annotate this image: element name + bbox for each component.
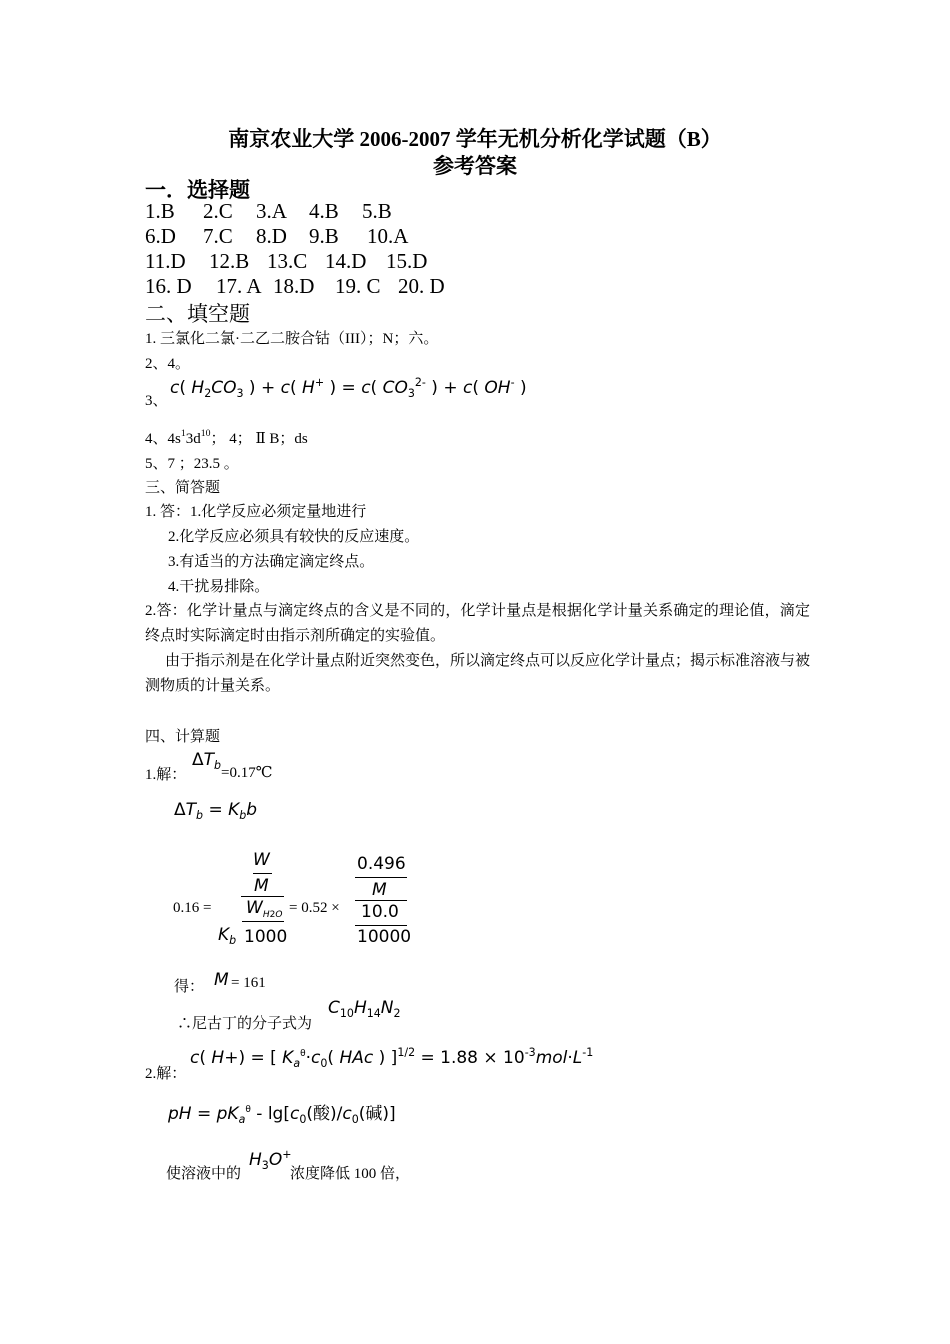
calc-2-label: 2.解：: [145, 1066, 187, 1082]
base-label: 碱: [365, 1104, 383, 1124]
final-text-prefix: 使溶液中的: [166, 1166, 242, 1182]
hydronium-formula: $H_3O^+$: [249, 1148, 292, 1172]
frac-m: M: [254, 876, 269, 896]
short-answer-1-item: 4.干扰易排除。: [168, 579, 270, 595]
frac-1000: 1000: [244, 927, 288, 947]
choice-answer: 20. D: [398, 274, 445, 298]
charge-balance-equation: c( $H_2CO_3$ ) + c( H+ ) = c( $CO_3^{2-}$ ) + c( OH- ): [170, 376, 527, 400]
choice-answer: 6.D: [145, 224, 176, 248]
fill-answer-4: [145, 427, 308, 448]
section-heading-short: 三、简答题: [145, 480, 221, 496]
choice-answer: 19. C: [335, 274, 381, 298]
ebullioscopic-formula: $\Delta T_b = K_bb$: [174, 800, 258, 822]
nicotine-formula: $C_{10}H_{14}N_2$: [328, 998, 401, 1020]
choice-answer: 5.B: [362, 199, 392, 223]
boiling-point-elevation: $\Delta T_b$: [192, 750, 222, 772]
frac-mass: 0.496: [357, 854, 406, 874]
electron-config: 3d: [185, 431, 201, 447]
conclusion-text: ∴尼古丁的分子式为: [177, 1016, 313, 1032]
choice-answer: 16. D: [145, 274, 192, 298]
document-title: 南京农业大学 2006-2007 学年无机分析化学试题（B）: [228, 127, 722, 151]
choice-row-1: [145, 199, 392, 224]
electron-config: 4、4s: [145, 431, 181, 447]
electron-config: 1: [180, 428, 186, 439]
choice-answer: 18.D: [273, 274, 315, 298]
frac-w-h2o: $W_{H2O}$: [246, 898, 283, 920]
frac-w: W: [253, 850, 270, 870]
result-value: = 161: [231, 975, 266, 991]
electron-config: ； 4； Ⅱ B；ds: [210, 431, 308, 447]
choice-answer: 10.A: [367, 224, 409, 248]
choice-row-3: [145, 249, 427, 274]
short-answer-2: 2.答：化学计量点与滴定终点的含义是不同的，化学计量点是根据化学计量关系确定的理论值，滴定终点时实际滴定时由指示剂所确定的实验值。: [145, 603, 810, 644]
h-concentration-value: = 1.88 × 10: [420, 1048, 525, 1068]
delta-t-value: =0.17℃: [221, 765, 273, 781]
h-concentration-equation: c( H+) = [ $K_a^\theta\cdot c_0$( HAc ) ]$^{1/2} = 1.88 \times 10^{-3}mol\cdot L^{-1}$: [190, 1046, 594, 1070]
choice-answer: 12.B: [209, 249, 250, 273]
choice-answer: 3.A: [256, 199, 287, 223]
fill-answer-1: 1. 三氯化二氯·二乙二胺合钴（III）；N；六。: [145, 331, 439, 347]
ph-buffer-equation: pH = $pK_a^\theta - \lg[c_0$(酸)$/c_0$(碱)]: [168, 1104, 396, 1126]
choice-row-2: [145, 224, 408, 249]
fill-answer-2: 2、4。: [145, 356, 191, 372]
frac-volume: 10.0: [361, 902, 399, 922]
choice-row-4: [145, 274, 445, 299]
choice-answer: 1.B: [145, 199, 175, 223]
equation-lhs: 0.16 =: [173, 900, 212, 916]
frac-10000: 10000: [357, 927, 412, 947]
section-heading-calc: 四、计算题: [145, 729, 221, 745]
section-heading-fill: 二、填空题: [145, 302, 250, 326]
result-molar-mass-symbol: M: [214, 970, 229, 990]
choice-answer: 4.B: [309, 199, 339, 223]
choice-answer: 9.B: [309, 224, 339, 248]
short-answer-1-item: 2.化学反应必须具有较快的反应速度。: [168, 529, 420, 545]
result-prefix: 得：: [174, 979, 205, 995]
short-answer-1-item: 3.有适当的方法确定滴定终点。: [168, 554, 375, 570]
final-text-suffix: 浓度降低 100 倍，: [290, 1166, 411, 1182]
fill-answer-5: 5、7 ；23.5 。: [145, 456, 239, 472]
electron-config: 10: [200, 428, 211, 439]
choice-answer: 14.D: [325, 249, 367, 273]
short-answer-2-continued: 由于指示剂是在化学计量点附近突然变色，所以滴定终点可以反应化学计量点；揭示标准溶液与被测物质的计量关系。: [145, 653, 811, 694]
frac-molar-mass: M: [372, 880, 387, 900]
choice-answer: 13.C: [267, 249, 308, 273]
calc-1-label: 1.解：: [145, 767, 187, 783]
frac-kb: $K_b$: [218, 925, 237, 947]
choice-answer: 8.D: [256, 224, 287, 248]
fill-answer-3-label: 3、: [145, 393, 168, 409]
acid-label: 酸: [313, 1104, 331, 1124]
choice-answer: 7.C: [203, 224, 233, 248]
choice-answer: 2.C: [203, 199, 233, 223]
section-heading-choice: 一．选择题: [145, 178, 250, 202]
choice-answer: 11.D: [145, 249, 186, 273]
choice-answer: 15.D: [386, 249, 428, 273]
short-answer-1: 1. 答：1.化学反应必须定量地进行: [145, 504, 367, 520]
equation-mid: = 0.52 ×: [289, 900, 340, 916]
document-subtitle: 参考答案: [433, 154, 517, 178]
choice-answer: 17. A: [216, 274, 262, 298]
